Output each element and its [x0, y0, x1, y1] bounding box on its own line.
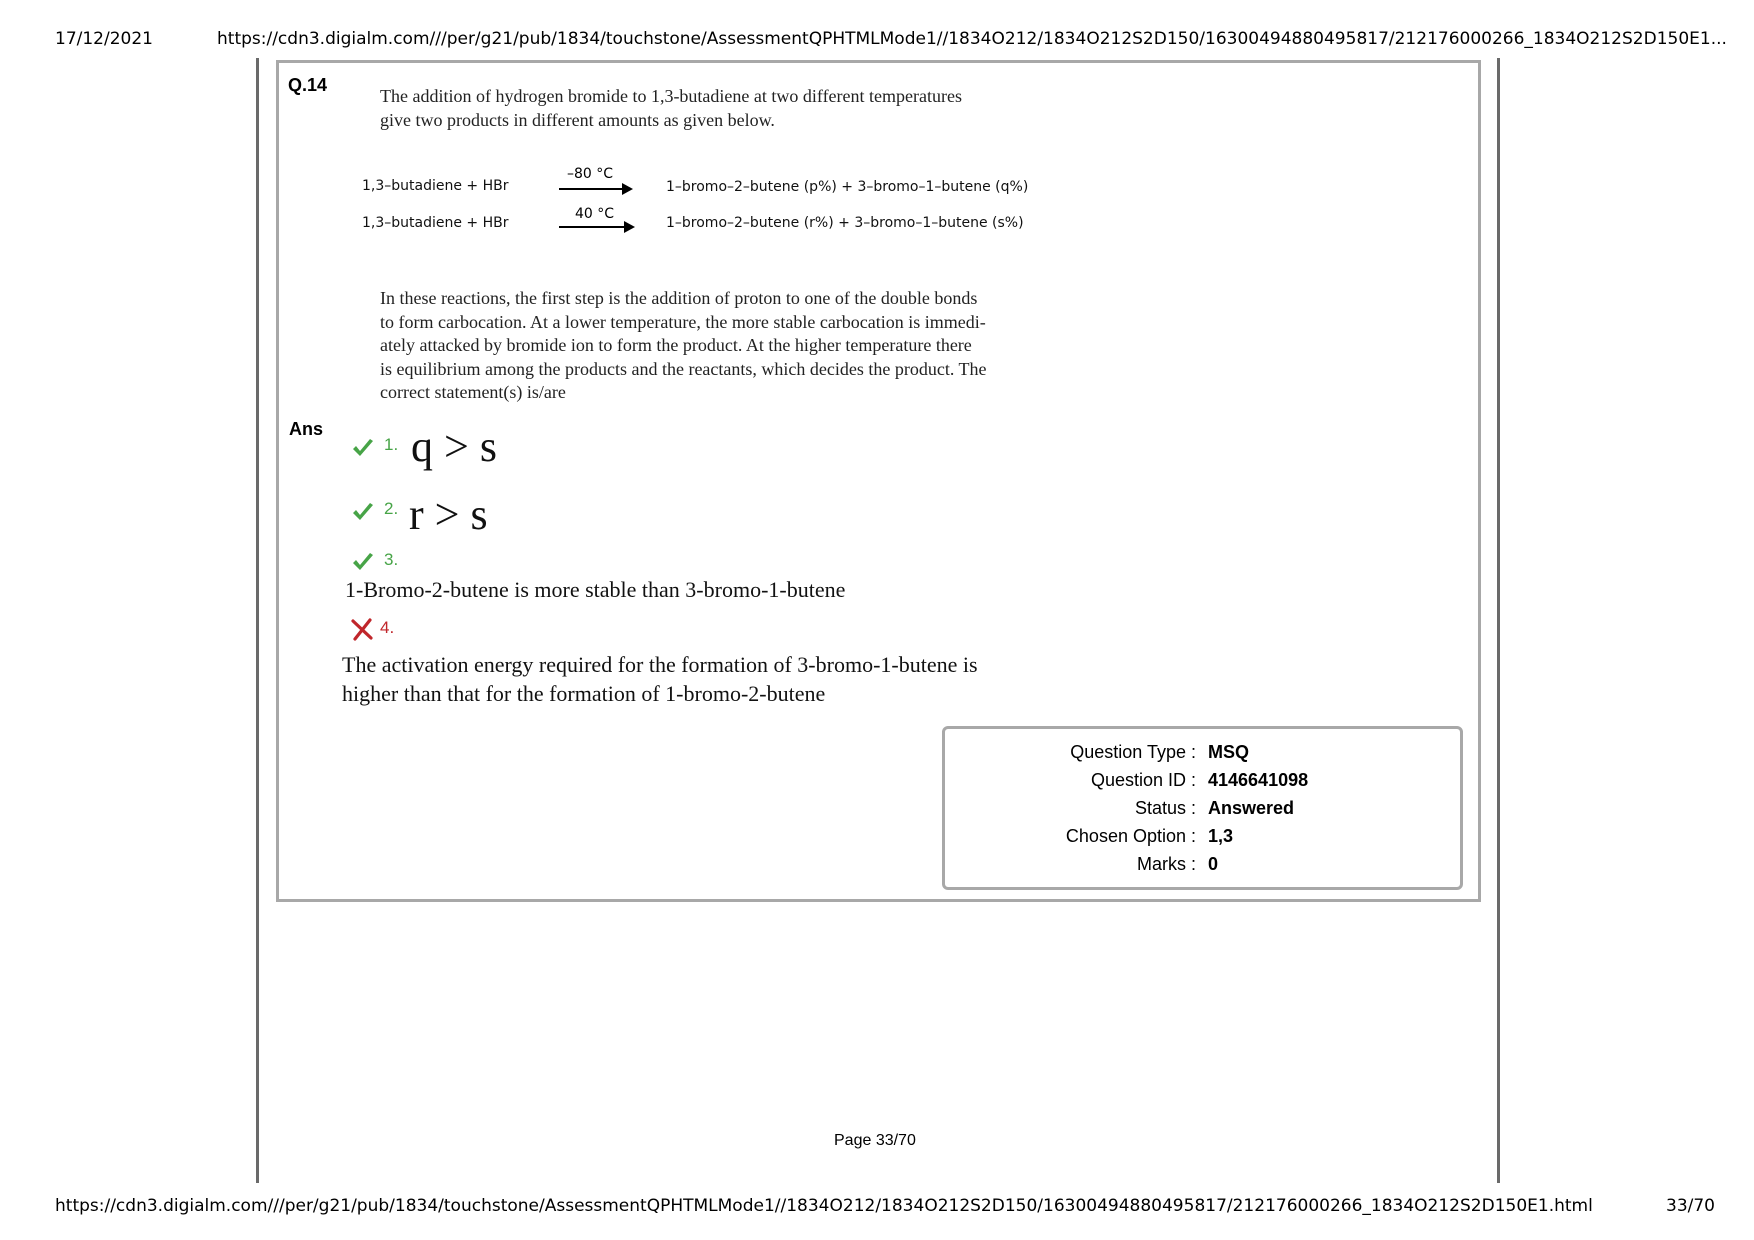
body-line: ately attacked by bromide ion to form the product. At the higher temperature there	[380, 335, 972, 355]
question-info-box	[942, 726, 1463, 890]
footer-page-count: 33/70	[1666, 1196, 1715, 1216]
info-value: 0	[1208, 854, 1219, 874]
option-2-number: 2.	[384, 499, 399, 518]
header-url: https://cdn3.digialm.com///per/g21/pub/1834/touchstone/AssessmentQPHTMLMode1//1834O212/1834O212S2D150/16300494880495817/212176000266_1834O212S2D150E1...	[217, 29, 1727, 49]
intro-line: give two products in different amounts as given below.	[380, 109, 775, 130]
info-value: 4146641098	[1208, 770, 1309, 790]
reaction-2-products: 1–bromo–2–butene (r%) + 3–bromo–1–butene (s%)	[666, 215, 1024, 231]
option-4-number: 4.	[380, 618, 395, 637]
reaction-2-condition: 40 °C	[575, 206, 615, 222]
info-label: Question ID :	[1090, 770, 1196, 790]
answer-label: Ans	[289, 419, 324, 439]
body-line: In these reactions, the first step is the addition of proton to one of the double bonds	[380, 288, 978, 308]
info-question-type	[945, 742, 1460, 770]
intro-line: The addition of hydrogen bromide to 1,3-butadiene at two different temperatures	[380, 86, 962, 106]
info-value: Answered	[1208, 798, 1295, 818]
question-number: Q.14	[288, 75, 328, 95]
info-label: Chosen Option :	[1065, 826, 1196, 846]
right-border-line	[1497, 58, 1500, 1183]
body-line: is equilibrium among the products and the reactants, which decides the product. The	[380, 358, 987, 379]
option-4-line: The activation energy required for the formation of 3-bromo-1-butene is	[342, 652, 978, 677]
check-icon	[351, 436, 375, 460]
info-value: MSQ	[1208, 742, 1250, 762]
body-line: to form carbocation. At a lower temperature, the more stable carbocation is immedi-	[380, 311, 986, 332]
reaction-1-products: 1–bromo–2–butene (p%) + 3–bromo–1–butene (q%)	[666, 179, 1029, 195]
info-status	[945, 798, 1460, 826]
info-chosen-option	[945, 826, 1460, 854]
info-label: Question Type :	[1070, 742, 1196, 762]
reaction-2-reactants: 1,3–butadiene + HBr	[362, 215, 509, 231]
option-2-text: r > s	[409, 490, 488, 539]
print-date: 17/12/2021	[55, 29, 153, 49]
option-3-text: 1-Bromo-2-butene is more stable than 3-bromo-1-butene	[345, 577, 846, 602]
check-icon	[351, 500, 375, 524]
cross-icon	[350, 617, 374, 641]
body-line: correct statement(s) is/are	[380, 382, 566, 402]
info-label: Marks :	[1136, 854, 1196, 874]
check-icon	[351, 550, 375, 574]
reaction-1-condition: –80 °C	[567, 166, 614, 182]
option-3-number: 3.	[384, 550, 399, 569]
option-4-line: higher than that for the formation of 1-bromo-2-butene	[342, 681, 826, 706]
info-value: 1,3	[1208, 826, 1234, 846]
info-marks	[945, 854, 1460, 882]
question-intro	[380, 85, 962, 132]
option-4-text	[342, 650, 978, 708]
page-number: Page 33/70	[834, 1132, 916, 1149]
reaction-1-reactants: 1,3–butadiene + HBr	[362, 178, 509, 194]
question-body	[380, 287, 987, 405]
info-label: Status :	[1134, 798, 1196, 818]
left-border-line	[256, 58, 259, 1183]
info-question-id	[945, 770, 1460, 798]
option-1-text: q > s	[411, 422, 497, 471]
footer-url: https://cdn3.digialm.com///per/g21/pub/1834/touchstone/AssessmentQPHTMLMode1//1834O212/1834O212S2D150/16300494880495817/212176000266_1834O212S2D150E1.html	[55, 1196, 1593, 1216]
reaction-2-arrow	[559, 226, 633, 228]
option-1-number: 1.	[384, 435, 399, 454]
reaction-1-arrow	[559, 188, 631, 190]
